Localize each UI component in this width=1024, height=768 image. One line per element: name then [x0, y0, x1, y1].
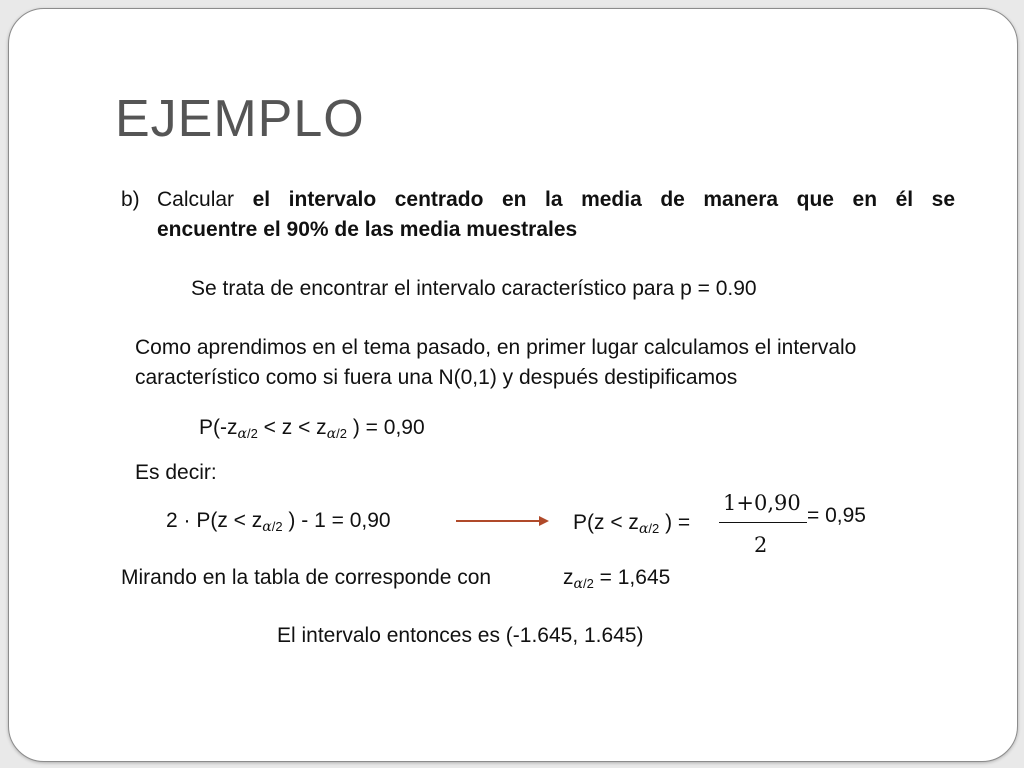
alpha-symbol: α: [638, 521, 649, 537]
fraction-denominator: 2: [754, 533, 768, 557]
alpha-symbol: α: [262, 519, 272, 535]
eq1-sub: /2: [246, 426, 258, 441]
z-sub: /2: [582, 576, 594, 591]
eq2-part1: 2 · P(z < z: [166, 509, 263, 532]
conclusion-text: El intervalo entonces es (-1.645, 1.645): [277, 624, 644, 647]
eq1-part3: ) = 0,90: [347, 416, 425, 439]
item-b-plain: Calcular: [157, 188, 235, 211]
slide-title: EJEMPLO: [115, 90, 365, 148]
explanation-line2: característico como si fuera una N(0,1) y después destipificamos: [135, 366, 738, 389]
item-b-bold-line2: encuentre el 90% de las media muestrales: [157, 218, 578, 241]
equation-result: = 0,95: [807, 504, 866, 527]
slide: [8, 8, 1018, 762]
eq3-sub: /2: [648, 521, 660, 536]
eq1-part1: P(-z: [199, 416, 238, 439]
alpha-symbol: α: [326, 426, 337, 442]
item-b-label: b): [121, 188, 140, 211]
es-decir-label: Es decir:: [135, 461, 217, 484]
item-b-text-line1: [157, 185, 955, 215]
alpha-symbol: α: [237, 426, 247, 442]
eq3-part1: P(z < z: [573, 511, 639, 534]
mirando-text: Mirando en la tabla de corresponde con: [121, 566, 492, 589]
explanation-paragraph: [135, 333, 856, 393]
item-b-bold-line1: el intervalo centrado en la media de manera que en él se: [252, 188, 955, 211]
equation-probability: [199, 416, 425, 442]
fraction-bar: [719, 522, 807, 523]
z-part1: z: [563, 566, 574, 589]
alpha-symbol: α: [573, 576, 583, 592]
eq2-part2: ) - 1 = 0,90: [282, 509, 391, 532]
explanation-line1: Como aprendimos en el tema pasado, en primer lugar calculamos el intervalo: [135, 336, 857, 359]
item-b-text-line2: [157, 215, 577, 245]
eq2-sub: /2: [271, 519, 283, 534]
eq3-part2: ) =: [659, 511, 691, 534]
characteristic-line: Se trata de encontrar el intervalo característico para p = 0.90: [191, 277, 757, 300]
z-part2: = 1,645: [593, 566, 671, 589]
fraction-numerator: 1+0,90: [723, 491, 801, 515]
equation-two-p: [166, 509, 391, 535]
z-value: [563, 566, 670, 592]
equation-p-z: [573, 511, 690, 537]
right-arrow-icon: [455, 512, 551, 530]
eq1-sub: /2: [336, 426, 347, 441]
eq1-part2: < z < z: [257, 416, 327, 439]
